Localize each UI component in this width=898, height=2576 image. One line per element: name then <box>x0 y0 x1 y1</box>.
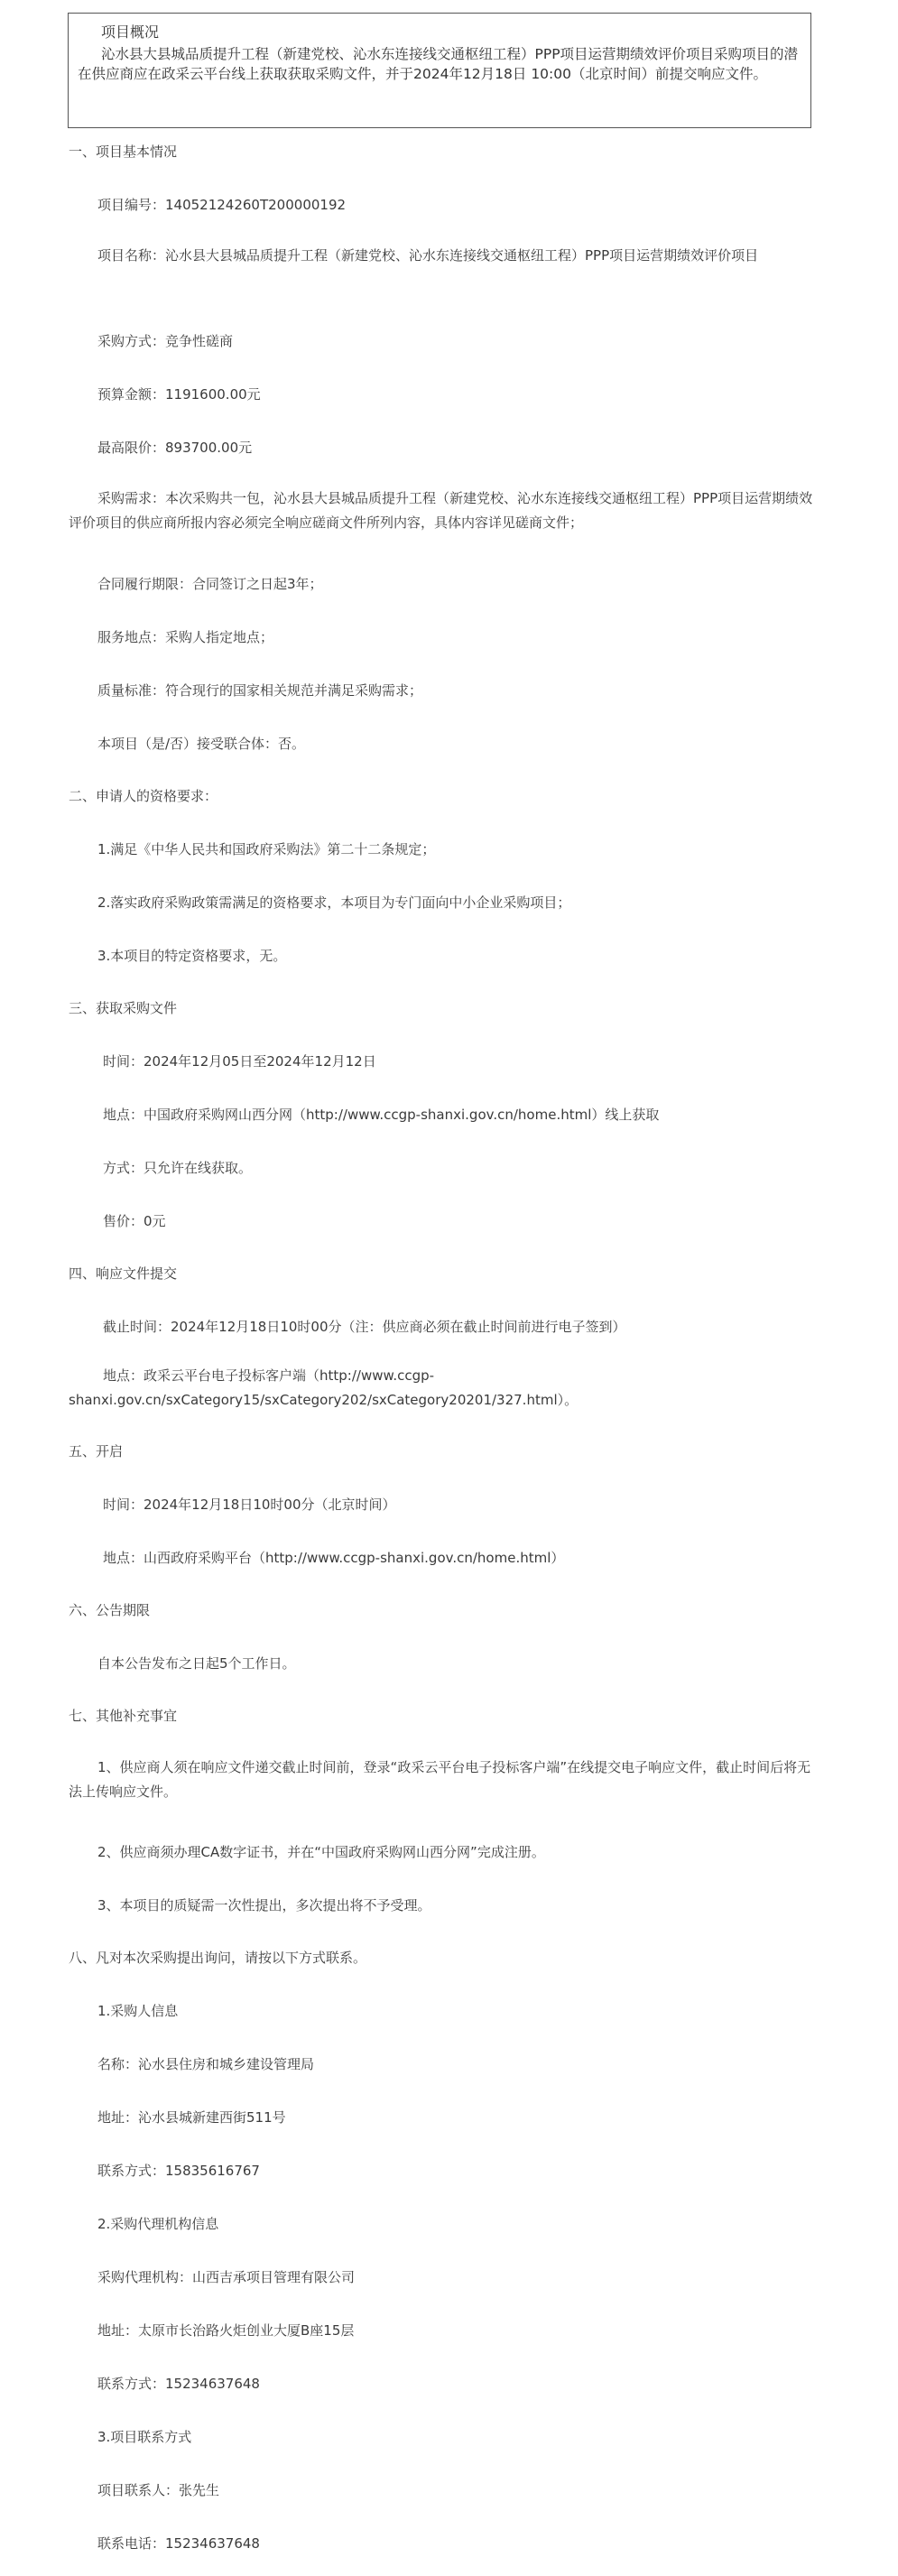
section1-heading: 一、项目基本情况 <box>69 144 178 160</box>
supplement-item-2: 2、供应商须办理CA数字证书，并在“中国政府采购网山西分网”完成注册。 <box>97 1844 545 1860</box>
buyer-address: 地址：沁水县城新建西街511号 <box>97 2109 286 2126</box>
max-price: 最高限价：893700.00元 <box>97 440 253 456</box>
submission-location: 地点：政采云平台电子投标客户端（http://www.ccgp- <box>103 1367 435 1384</box>
section2-heading: 二、申请人的资格要求： <box>69 788 218 804</box>
contract-term: 合同履行期限：合同签订之日起3年； <box>97 576 323 592</box>
quality-standard: 质量标准：符合现行的国家相关规范并满足采购需求； <box>97 682 423 699</box>
qualification-item-2: 2.落实政府采购政策需满足的资格要求，本项目为专门面向中小企业采购项目； <box>97 894 571 911</box>
section6-heading: 六、公告期限 <box>69 1602 151 1618</box>
qualification-item-1: 1.满足《中华人民共和国政府采购法》第二十二条规定； <box>97 841 436 857</box>
budget-amount: 预算金额：1191600.00元 <box>97 386 261 403</box>
supplement-item-1: 1、供应商人须在响应文件递交截止时间前，登录“政采云平台电子投标客户端”在线提交电子响应文件，截止时间后将无法上传响应文件。 <box>69 1759 811 1800</box>
obtain-location: 地点：中国政府采购网山西分网（http://www.ccgp-shanxi.gov.cn/home.html）线上获取 <box>103 1107 660 1123</box>
buyer-name: 名称：沁水县住房和城乡建设管理局 <box>97 2056 315 2072</box>
obtain-method: 方式：只允许在线获取。 <box>103 1160 253 1176</box>
agency-name: 采购代理机构：山西吉承项目管理有限公司 <box>97 2269 356 2285</box>
buyer-phone: 联系方式：15835616767 <box>97 2163 260 2179</box>
obtain-time: 时间：2024年12月05日至2024年12月12日 <box>103 1053 376 1070</box>
qualification-item-3: 3.本项目的特定资格要求，无。 <box>97 948 287 964</box>
procurement-method: 采购方式：竞争性磋商 <box>97 333 234 349</box>
project-contact-title: 3.项目联系方式 <box>97 2429 192 2445</box>
submission-location-link: shanxi.gov.cn/sxCategory15/sxCategory202/sxCategory20201/327.html）。 <box>69 1392 579 1408</box>
opening-time: 时间：2024年12月18日10时00分（北京时间） <box>103 1496 396 1513</box>
project-contact-phone: 联系电话：15234637648 <box>97 2535 260 2552</box>
section8-heading: 八、凡对本次采购提出询问，请按以下方式联系。 <box>69 1950 367 1966</box>
agency-address: 地址：太原市长治路火炬创业大厦B座15层 <box>97 2322 355 2339</box>
buyer-info-title: 1.采购人信息 <box>97 2003 179 2019</box>
announcement-period: 自本公告发布之日起5个工作日。 <box>97 1655 296 1672</box>
submission-deadline: 截止时间：2024年12月18日10时00分（注：供应商必须在截止时间前进行电子签到） <box>103 1319 626 1335</box>
section5-heading: 五、开启 <box>69 1443 124 1459</box>
project-overview-box <box>68 13 811 128</box>
service-location: 服务地点：采购人指定地点； <box>97 629 274 645</box>
supplement-item-3: 3、本项目的质疑需一次性提出，多次提出将不予受理。 <box>97 1897 431 1913</box>
section3-heading: 三、获取采购文件 <box>69 1000 178 1016</box>
project-name: 项目名称：沁水县大县城品质提升工程（新建党校、沁水东连接线交通枢纽工程）PPP项目运营期绩效评价项目 <box>97 247 759 264</box>
overview-text: 沁水县大县城品质提升工程（新建党校、沁水东连接线交通枢纽工程）PPP项目运营期绩效评价项目采购项目的潜在供应商应在政采云平台线上获取获取采购文件，并于2024年12月18日 10:00（北京时间）前提交响应文件。 <box>78 46 799 82</box>
section4-heading: 四、响应文件提交 <box>69 1265 178 1282</box>
project-contact-person: 项目联系人：张先生 <box>97 2482 220 2498</box>
project-number: 项目编号：14052124260T200000192 <box>97 197 347 213</box>
document-price: 售价：0元 <box>103 1213 166 1229</box>
procurement-demand: 采购需求：本次采购共一包，沁水县大县城品质提升工程（新建党校、沁水东连接线交通枢纽工程）PPP项目运营期绩效评价项目的供应商所报内容必须完全响应磋商文件所列内容，具体内容详见磋商文件； <box>69 490 813 531</box>
agency-phone: 联系方式：15234637648 <box>97 2376 260 2392</box>
opening-location: 地点：山西政府采购平台（http://www.ccgp-shanxi.gov.cn/home.html） <box>103 1550 565 1566</box>
overview-title: 项目概况 <box>101 23 160 41</box>
consortium-accepted: 本项目（是/否）接受联合体：否。 <box>97 736 306 752</box>
agency-info-title: 2.采购代理机构信息 <box>97 2216 219 2232</box>
section7-heading: 七、其他补充事宜 <box>69 1708 178 1724</box>
